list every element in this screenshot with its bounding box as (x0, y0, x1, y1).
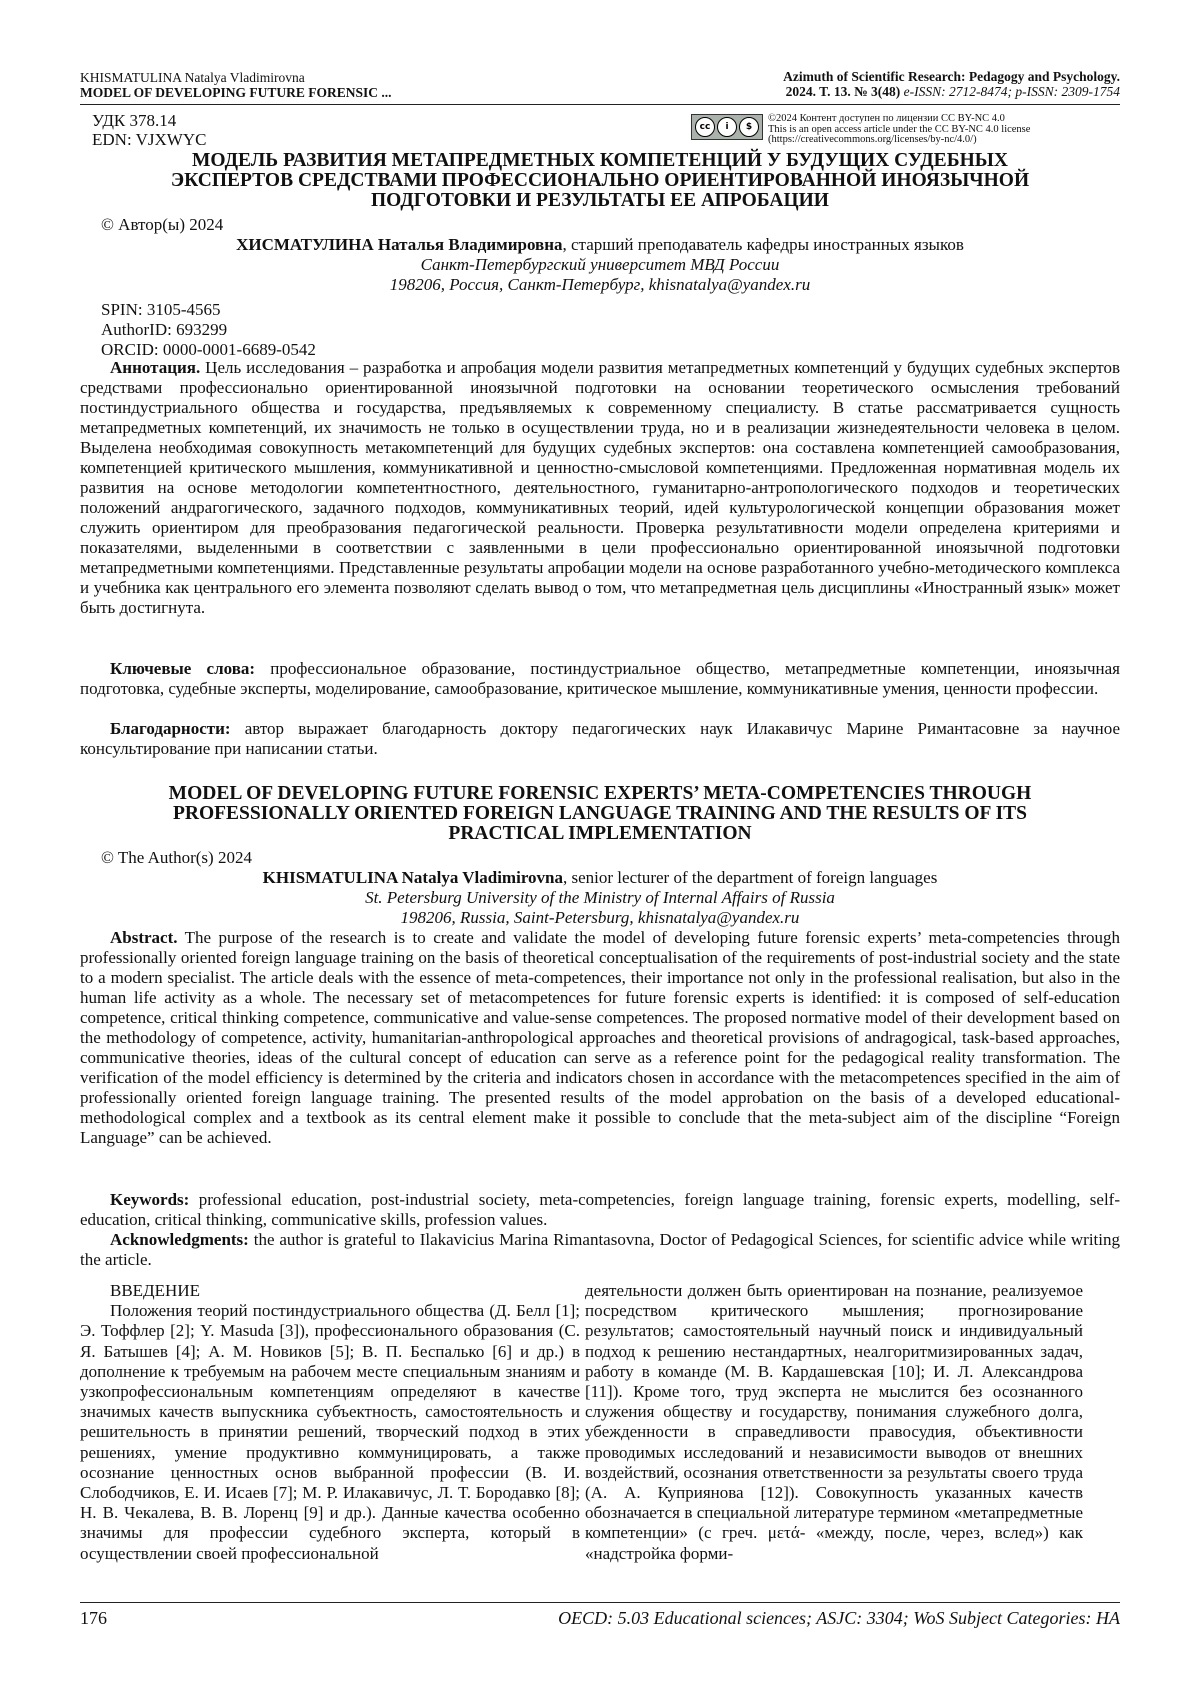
body-column-left (80, 1281, 580, 1564)
cc-icon: cc (695, 117, 715, 137)
journal-issue (600, 84, 1120, 99)
running-head-left (80, 70, 600, 100)
title-ru (80, 151, 1120, 211)
body-paragraph: деятельности должен быть ориентирован на познание, реализуемое посредством критического мышления; прогнозирование результатов; самостоятельный научный поиск и индивидуальный подход к решению нестандартных, неалгоритмизированных задач, работу в команде (М. В. Кардашевская [10]; И. Л. Александрова [11]). Кроме того, труд эксперта не мыслится без осознанного служения обществу и государству, понимания служебного долга, убежденности в справедливости правосудия, объективности проводимых исследований и независимости выводов от внешних воздействий, осознания ответственности за результаты своего труда (А. А. Куприянова [12]). Совокупность указанных качеств обозначается в специальной литературе термином «метапредметные компетенции» (с греч. μετά- «между, после, через, вслед») как «надстройка форми- (585, 1281, 1083, 1563)
title-en (80, 784, 1120, 844)
running-head-author: KHISMATULINA Natalya Vladimirovna (80, 70, 305, 85)
keywords-text-en: professional education, post-industrial society, meta-competencies, foreign language training, forensic experts, modelling, self-education, critical thinking, communicative skills, profession values. (80, 1190, 1120, 1229)
abstract-label-en: Abstract. (110, 928, 178, 947)
thanks-label-ru: Благодарности: (110, 719, 231, 738)
address-ru[interactable]: 198206, Россия, Санкт-Петербург, khisnatalya@yandex.ru (389, 275, 811, 294)
author-role-ru: , старший преподаватель кафедры иностранных языков (562, 235, 964, 254)
spin: SPIN: 3105-4565 (101, 300, 221, 319)
copyright-en: © The Author(s) 2024 (101, 848, 252, 867)
author-line-ru (80, 235, 1120, 255)
title-ru-line: ПОДГОТОВКИ И РЕЗУЛЬТАТЫ ЕЕ АПРОБАЦИИ (371, 190, 829, 211)
abstract-label-ru: Аннотация. (110, 358, 201, 377)
title-ru-line: ЭКСПЕРТОВ СРЕДСТВАМИ ПРОФЕССИОНАЛЬНО ОРИЕНТИРОВАННОЙ ИНОЯЗЫЧНОЙ (170, 170, 1030, 191)
page-number: 176 (80, 1608, 107, 1628)
footer-rule (80, 1602, 1120, 1603)
by-icon: i (717, 117, 737, 137)
author-line-en (80, 868, 1120, 888)
udk-code: УДК 378.14 (92, 111, 177, 130)
license-line-ru: ©2024 Контент доступен по лицензии CC BY-NC 4.0 (768, 113, 1005, 124)
title-ru-line: МОДЕЛЬ РАЗВИТИЯ МЕТАПРЕДМЕТНЫХ КОМПЕТЕНЦИЙ У БУДУЩИХ СУДЕБНЫХ (192, 150, 1008, 171)
license-text (768, 114, 1030, 146)
author-name-ru: ХИСМАТУЛИНА Наталья Владимировна (236, 235, 563, 254)
article-meta (92, 111, 206, 149)
issue-number: 2024. T. 13. № 3(48) (785, 84, 901, 99)
keywords-en (80, 1190, 1120, 1230)
thanks-text-ru: автор выражает благодарность доктору педагогических наук Илакавичус Марине Римантасовне за научное консультирование при написании статьи. (80, 719, 1120, 758)
author-id: AuthorID: 693299 (101, 320, 228, 339)
body-text-left: Положения теорий постиндустриального общества (Д. Белл [1]; Э. Тоффлер [2]; Y. Masuda [3]), профессионального образования (С. Я. Батышев [4]; А. М. Новиков [5]; В. П. Беспалько [6] и др.) в дополнение к требуемым на рабочем месте специальным знаниям и узкопрофессиональным компетенциям определяют в качестве значимых качеств выпускника субъектность, самостоятельность и решительность в принятии решений, творческий подход в этих решениях, умение продуктивно коммуницировать, а также осознание ценностных основ выбранной профессии (В. И. Слободчиков, Е. И. Исаев [7]; М. Р. Илакавичус, Л. Т. Бородавко [8]; Н. В. Чекалева, В. В. Лоренц [9] и др.). Данные качества особенно значимы для профессии судебного эксперта, который в осуществлении своей профессиональной (80, 1301, 580, 1563)
thanks-text-en: the author is grateful to Ilakavicius Marina Rimantasovna, Doctor of Pedagogical Sciences, for scientific advice while writing the article. (80, 1230, 1120, 1269)
cc-license-badge[interactable] (691, 114, 763, 140)
keywords-ru (80, 659, 1120, 699)
keywords-label-ru: Ключевые слова: (110, 659, 256, 678)
license-block (691, 114, 1030, 146)
affiliation-en: St. Petersburg University of the Ministry of Internal Affairs of Russia (365, 888, 835, 907)
title-en-line: PRACTICAL IMPLEMENTATION (448, 823, 752, 844)
affiliation-ru: Санкт-Петербургский университет МВД России (420, 255, 780, 274)
subject-classification: OECD: 5.03 Educational sciences; ASJC: 3304; WoS Subject Categories: HA (558, 1608, 1120, 1628)
running-head-title: MODEL OF DEVELOPING FUTURE FORENSIC ... (80, 85, 392, 100)
thanks-en (80, 1230, 1120, 1270)
thanks-label-en: Acknowledgments: (110, 1230, 249, 1249)
edn-code: EDN: VJXWYC (92, 130, 207, 149)
keywords-text-ru: профессиональное образование, постиндустриальное общество, метапредметные компетенции, иноязычная подготовка, судебные эксперты, моделирование, самообразование, критическое мышление, коммуникативные умения, ценности профессии. (80, 659, 1121, 698)
issn: e-ISSN: 2712-8474; p-ISSN: 2309-1754 (900, 84, 1120, 99)
header-rule (80, 104, 1120, 105)
license-line-en: This is an open access article under the CC BY-NC 4.0 license (768, 123, 1031, 135)
body-paragraph (80, 1301, 580, 1564)
license-link[interactable]: (https://creativecommons.org/licenses/by-nc/4.0/) (768, 134, 977, 145)
title-en-line: PROFESSIONALLY ORIENTED FOREIGN LANGUAGE TRAINING AND THE RESULTS OF ITS (172, 803, 1028, 824)
author-role-en: , senior lecturer of the department of foreign languages (563, 868, 938, 887)
title-en-line: MODEL OF DEVELOPING FUTURE FORENSIC EXPERTS’ META-COMPETENCIES THROUGH (168, 783, 1032, 804)
nc-icon: $ (739, 117, 759, 137)
abstract-ru (80, 358, 1120, 618)
body-column-right (585, 1281, 1083, 1564)
copyright-ru: © Автор(ы) 2024 (101, 215, 224, 234)
author-name-en: KHISMATULINA Natalya Vladimirovna (262, 868, 564, 887)
section-heading: ВВЕДЕНИЕ (110, 1281, 200, 1300)
abstract-text-en: The purpose of the research is to create and validate the model of developing future forensic experts’ meta-competencies through professionally oriented foreign language training on the basis of theoretical conceptualisation of the requirements of post-industrial society and the state to a modern specialist. The article deals with the essence of meta-competences, their importance not only in the professional realisation, but also in the human life activity as a whole. The necessary set of metacompetences for future forensic experts is identified: it is composed of self-education competence, critical thinking competence, communicative and value-sense competences. The proposed normative model of their development based on the methodology of competence, activity, humanitarian-anthropological approaches and theoretical provisions of andragogical, task-based approaches, communicative theories, ideas of the cultural concept of education can serve as a reference point for the pedagogical reality transformation. The verification of the model efficiency is determined by the criteria and indicators chosen in accordance with the metacompetences specified in the aim of professionally oriented foreign language training. The presented results of the model approbation on the basis of a developed educational-methodological complex and a textbook as its central element make it possible to conclude that the meta-subject aim of the discipline “Foreign Language” can be achieved. (80, 928, 1120, 1147)
keywords-label-en: Keywords: (110, 1190, 190, 1209)
running-head-right (600, 69, 1120, 99)
abstract-en (80, 928, 1120, 1148)
thanks-ru (80, 719, 1120, 759)
orcid[interactable]: ORCID: 0000-0001-6689-0542 (101, 340, 316, 359)
abstract-text-ru: Цель исследования – разработка и апробация модели развития метапредметных компетенций у будущих судебных экспертов средствами профессионально ориентированной иноязычной подготовки на основании теоретического осмысления требований постиндустриального общества и государства, предъявляемых к современному специалисту. В статье рассматривается сущность метапредметных компетенций, их значимость не только в осуществлении труда, но и в реализации жизнедеятельности человека в целом. Выделена необходимая совокупность метакомпетенций для будущих судебных экспертов: она составлена компетенцией самообразования, компетенцией критического мышления, коммуникативной и ценностно-смысловой компетенциями. Предложенная нормативная модель их развития на основе методологии компетентностного, деятельностного, гуманитарно-антропологического подходов и теоретических положений андрагогического, задачного подходов, коммуникативных теорий, идей культурологической концепции образования может служить ориентиром для преобразования педагогической реальности. Проверка результативности модели определена критериями и показателями, выделенными в соответствии с заявленными в цели профессионально ориентированной иноязычной подготовки метапредметными компетенциями. Представленные результаты апробации модели на основе разработанного учебно-методического комплекса и учебника как центрального его элемента позволяют сделать вывод о том, что метапредметная цель дисциплины «Иностранный язык» может быть достигнута. (80, 358, 1120, 617)
journal-name: Azimuth of Scientific Research: Pedagogy and Psychology. (783, 69, 1120, 84)
address-en[interactable]: 198206, Russia, Saint-Petersburg, khisnatalya@yandex.ru (400, 908, 800, 927)
